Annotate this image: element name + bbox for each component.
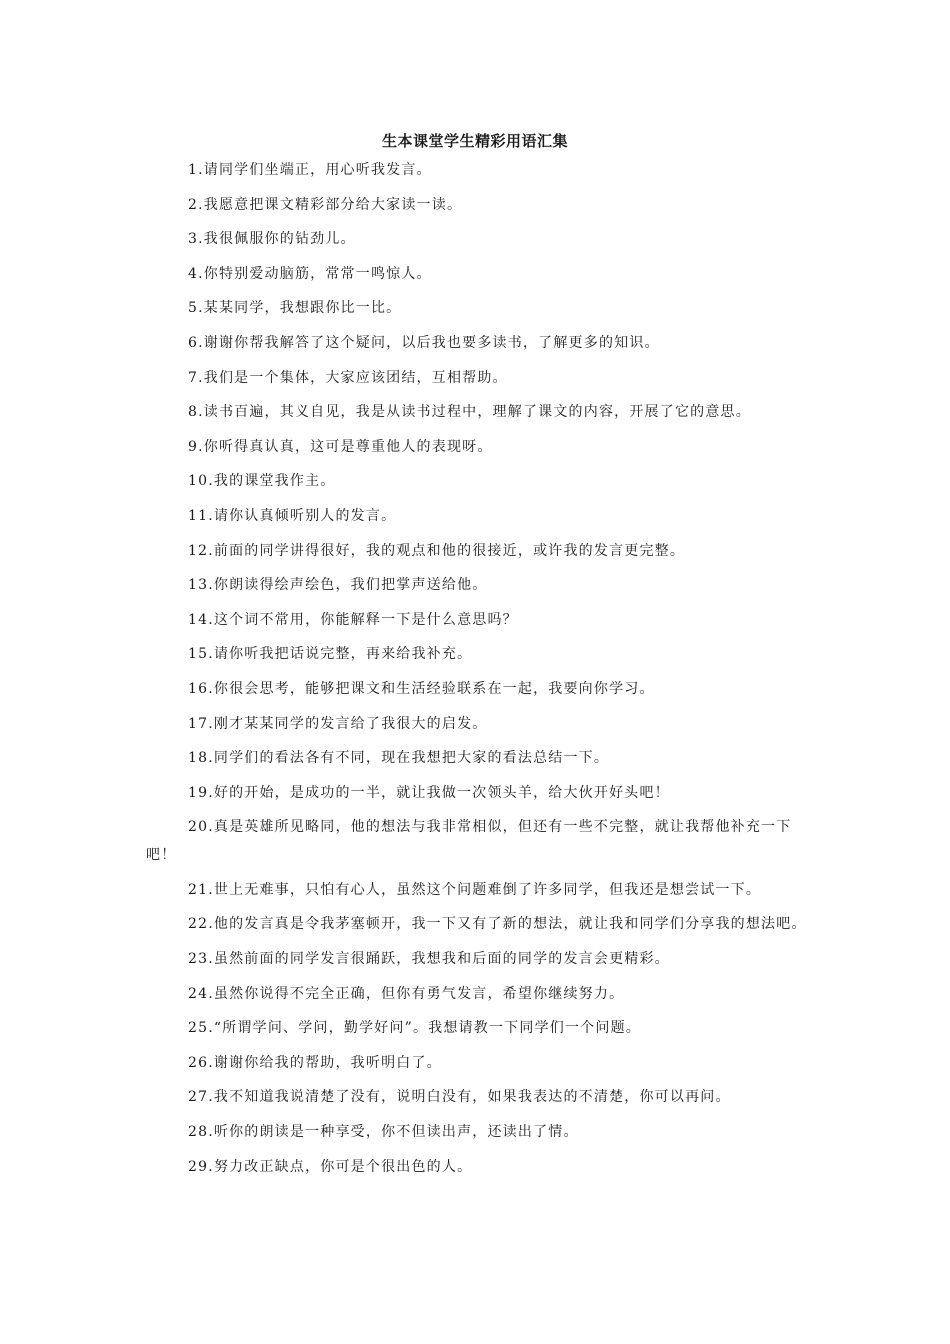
list-item: 17.刚才某某同学的发言给了我很大的启发。 [188,715,488,732]
list-item: 12.前面的同学讲得很好，我的观点和他的很接近，或许我的发言更完整。 [188,542,686,559]
list-item: 23.虽然前面的同学发言很踊跃，我想我和后面的同学的发言会更精彩。 [188,951,670,968]
list-item: 5.某某同学，我想跟你比一比。 [188,300,402,317]
list-item: 11.请你认真倾听别人的发言。 [188,507,397,524]
list-item: 4.你特别爱动脑筋，常常一鸣惊人。 [188,265,432,282]
document-title: 生本课堂学生精彩用语汇集 [381,132,568,150]
list-item: 9.你听得真认真，这可是尊重他人的表现呀。 [188,438,493,455]
list-item: 26.谢谢你给我的帮助，我听明白了。 [188,1054,442,1071]
list-item: 6.谢谢你帮我解答了这个疑问，以后我也要多读书，了解更多的知识。 [188,334,660,351]
list-item: 19.好的开始，是成功的一半，就让我做一次领头羊，给大伙开好头吧！ [188,784,670,801]
list-item: 22.他的发言真是令我茅塞顿开，我一下又有了新的想法，就让我和同学们分享我的想法吧。 [188,916,807,933]
list-item: 27.我不知道我说清楚了没有，说明白没有，如果我表达的不清楚，你可以再问。 [188,1089,731,1106]
list-item: 28.听你的朗读是一种享受，你不但读出声，还读出了情。 [188,1124,579,1141]
phrase-list [146,160,810,1191]
list-item: 1.请同学们坐端正，用心听我发言。 [188,162,432,178]
list-item: 24.虽然你说得不完全正确，但你有勇气发言，希望你继续努力。 [188,985,625,1002]
list-item: 21.世上无难事，只怕有心人，虽然这个问题难倒了许多同学，但我还是想尝试一下。 [188,881,762,898]
list-item: 20.真是英雄所见略同，他的想法与我非常相似，但还有一些不完整，就让我帮他补充一下吧！ [146,819,792,864]
list-item: 13.你朗读得绘声绘色，我们把掌声送给他。 [188,577,488,594]
list-item: 3.我很佩服你的钻劲儿。 [188,231,356,248]
list-item: 15.请你听我把话说完整，再来给我补充。 [188,646,473,663]
list-item: 14.这个词不常用，你能解释一下是什么意思吗？ [188,611,518,628]
list-item: 8.读书百遍，其义自见，我是从读书过程中，理解了课文的内容，开展了它的意思。 [188,404,751,421]
list-item: 18.同学们的看法各有不同，现在我想把大家的看法总结一下。 [188,750,610,767]
list-item: 25.“所谓学问、学问，勤学好问”。我想请教一下同学们一个问题。 [188,1020,641,1037]
list-item: 7.我们是一个集体，大家应该团结，互相帮助。 [188,369,508,386]
list-item: 29.努力改正缺点，你可是个很出色的人。 [188,1158,473,1175]
list-item: 2.我愿意把课文精彩部分给大家读一读。 [188,196,463,213]
list-item: 10.我的课堂我作主。 [188,473,336,490]
list-item: 16.你很会思考，能够把课文和生活经验联系在一起，我要向你学习。 [188,680,655,697]
